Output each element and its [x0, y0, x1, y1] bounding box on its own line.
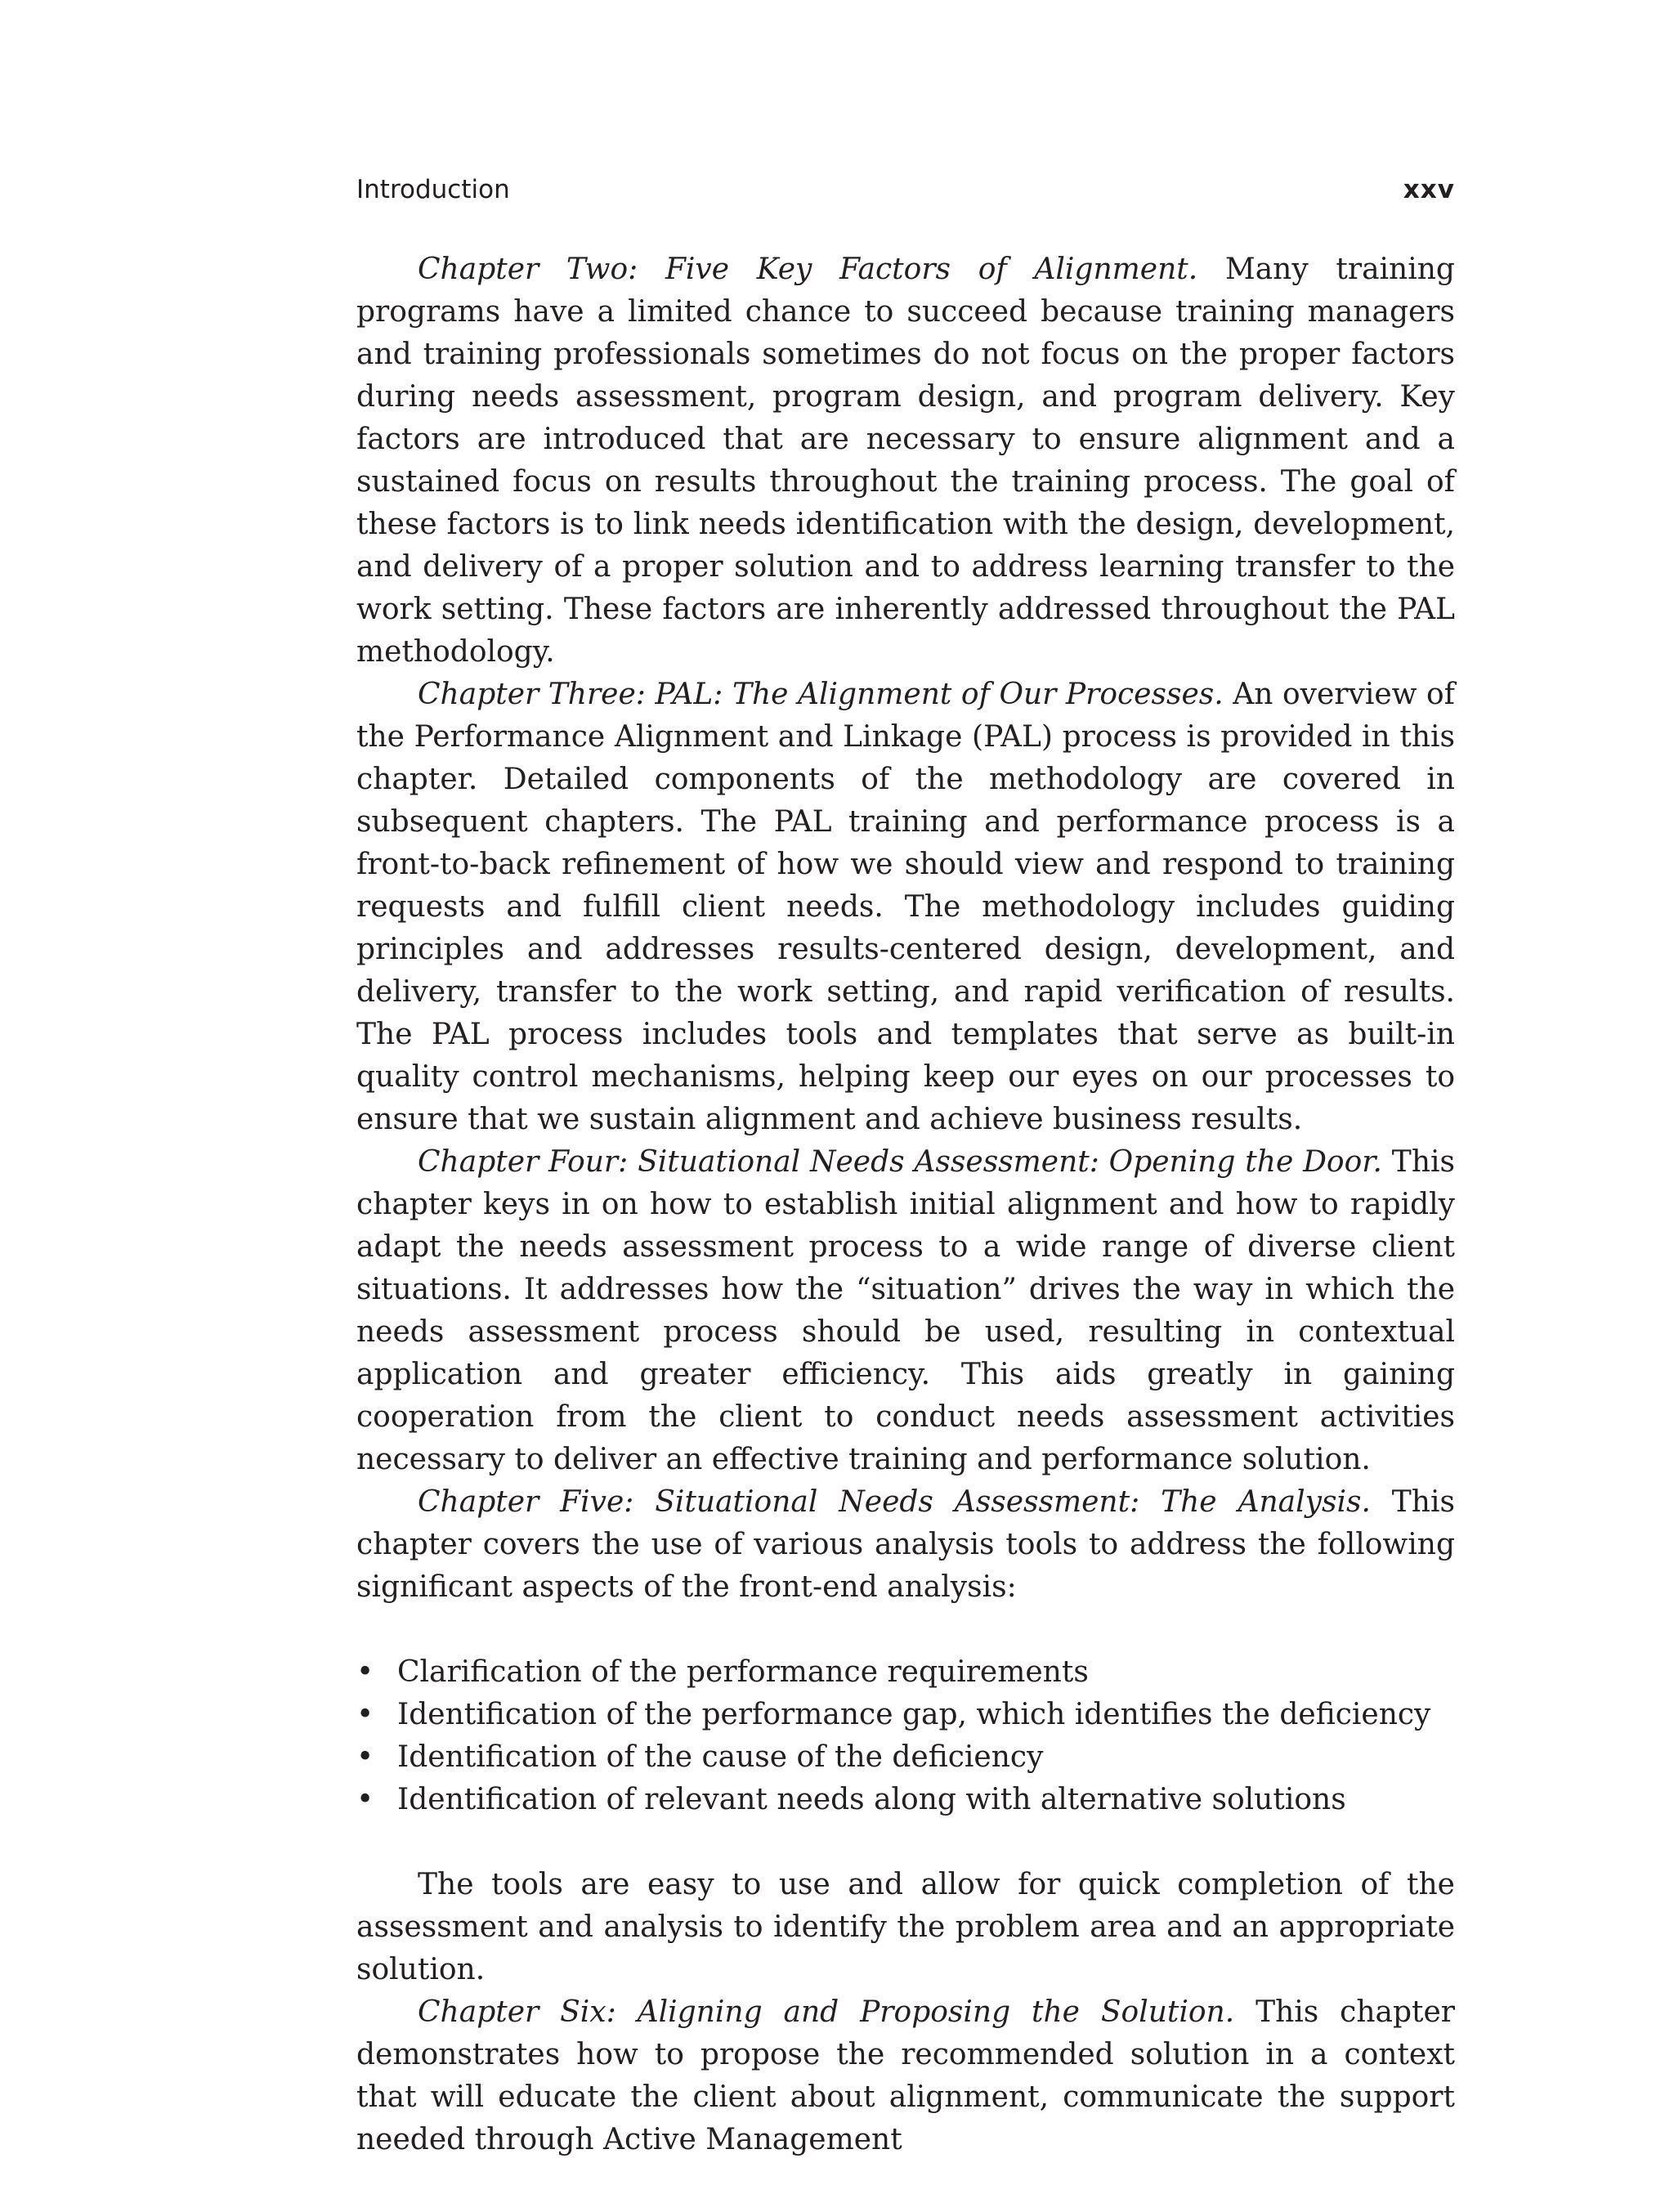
list-item-text: Clarification of the performance requirements [397, 1655, 1089, 1689]
analysis-aspects-list [356, 1651, 1455, 1821]
book-page [356, 172, 1455, 2161]
chapter-two-title: Chapter Two: Five Key Factors of Alignment. [418, 253, 1198, 286]
chapter-three-title: Chapter Three: PAL: The Alignment of Our Processes. [418, 678, 1224, 711]
bullet-marker: • [356, 1698, 374, 1731]
chapter-three-text: An overview of the Performance Alignment and Linkage (PAL) process is provided in this chapter. Detailed components of the methodology are covered in subsequent chapters. The PAL training and performance process is a front-to-back refinement of how we should view and respond to training requests and fulfill client needs. The methodology includes guiding principles and addresses results-centered design, development, and delivery, transfer to the work setting, and rapid verification of results. The PAL process includes tools and templates that serve as built-in quality control mechanisms, helping keep our eyes on our processes to ensure that we sustain alignment and achieve business results. [356, 678, 1455, 1136]
chapter-five-text: This chapter covers the use of various analysis tools to address the following significant aspects of the front-end analysis: [356, 1485, 1455, 1604]
list-item [356, 1736, 1455, 1779]
page-number: xxv [1403, 175, 1455, 204]
body-text [356, 249, 1455, 2161]
section-title: Introduction [356, 175, 510, 204]
chapter-six-title: Chapter Six: Aligning and Proposing the Solution. [418, 1995, 1235, 2029]
running-head [356, 172, 1455, 208]
chapter-six-text: This chapter demonstrates how to propose the recommended solution in a context that will educate the client about alignment, communicate the support needed through Active Management [356, 1995, 1455, 2156]
chapter-five-title: Chapter Five: Situational Needs Assessment: The Analysis. [418, 1485, 1371, 1519]
list-item-text: Identification of the performance gap, which identifies the deficiency [397, 1698, 1431, 1731]
bullet-marker: • [356, 1740, 374, 1774]
list-item [356, 1694, 1455, 1736]
bullet-marker: • [356, 1655, 374, 1689]
list-item [356, 1779, 1455, 1821]
paragraph-tools-summary: The tools are easy to use and allow for quick completion of the assessment and analysis to identify the problem area and an appropriate solution. [356, 1868, 1455, 1986]
chapter-four-text: This chapter keys in on how to establish initial alignment and how to rapidly adapt the needs assessment process to a wide range of diverse client situations. It addresses how the “situation” drives the way in which the needs assessment process should be used, resulting in contextual application and greater efficiency. This aids greatly in gaining cooperation from the client to conduct needs assessment activities necessary to deliver an effective training and performance solution. [356, 1145, 1455, 1476]
list-item-text: Identification of relevant needs along with alternative solutions [397, 1783, 1346, 1816]
paragraph-chapter-two [356, 249, 1455, 674]
paragraph-chapter-five [356, 1481, 1455, 1609]
list-item-text: Identification of the cause of the deficiency [397, 1740, 1044, 1774]
paragraph-chapter-six [356, 1991, 1455, 2161]
paragraph-chapter-four [356, 1141, 1455, 1481]
bullet-marker: • [356, 1783, 374, 1816]
chapter-four-title: Chapter Four: Situational Needs Assessment: Opening the Door. [418, 1145, 1382, 1179]
chapter-two-text: Many training programs have a limited chance to succeed because training managers and training professionals sometimes do not focus on the proper factors during needs assessment, program design, and program delivery. Key factors are introduced that are necessary to ensure alignment and a sustained focus on results throughout the training process. The goal of these factors is to link needs identification with the design, development, and delivery of a proper solution and to address learning transfer to the work setting. These factors are inherently addressed throughout the PAL methodology. [356, 253, 1455, 669]
paragraph-chapter-three [356, 674, 1455, 1141]
list-item [356, 1651, 1455, 1694]
